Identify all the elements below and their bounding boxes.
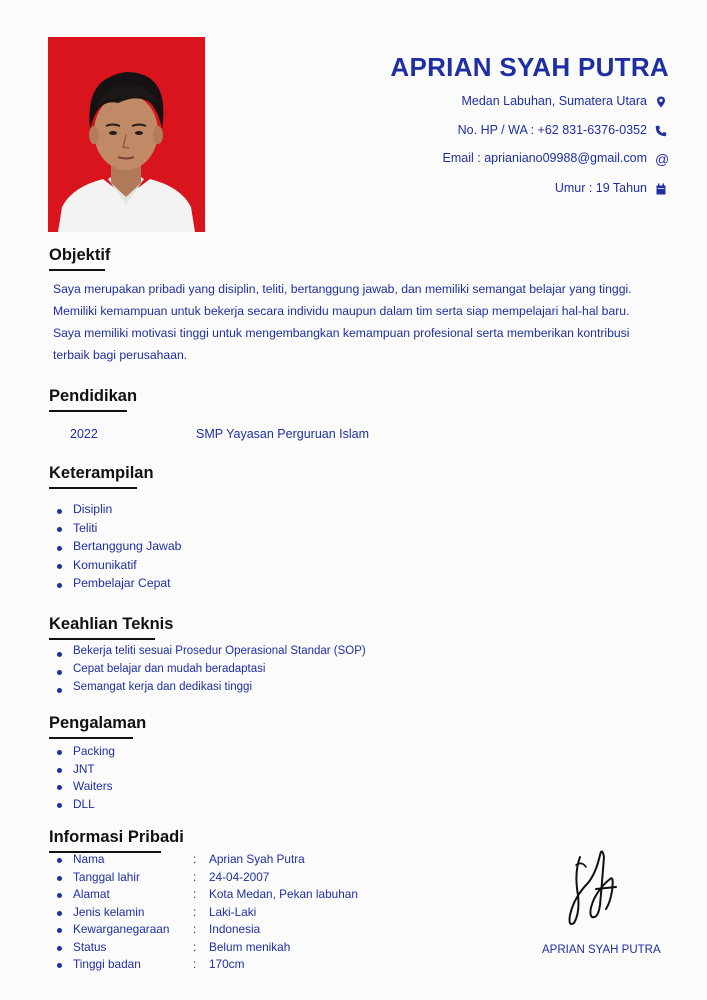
list-item-text: Komunikatif (73, 557, 137, 572)
list-item-text: Disiplin (73, 502, 113, 516)
bullet (57, 803, 62, 808)
pengalaman-title-text: Pengalaman (49, 714, 147, 732)
signature-name: APRIAN SYAH PUTRA (542, 944, 661, 956)
info-value: Laki-Laki (209, 904, 257, 919)
objektif-line: Saya merupakan pribadi yang disiplin, teliti, bertanggung jawab, dan memiliki semangat belajar yang tinggi. (53, 282, 632, 296)
bullet (57, 652, 62, 657)
bullet (57, 583, 62, 588)
list-item (53, 797, 115, 815)
list-item (53, 539, 181, 558)
informasi-title-text: Informasi Pribadi (49, 828, 184, 846)
phone-icon (655, 125, 667, 137)
section-title-informasi (49, 828, 184, 847)
keahlian-title-text: Keahlian Teknis (49, 615, 174, 633)
objektif-paragraph (53, 278, 643, 366)
list-item-text: Waiters (73, 779, 113, 793)
at-sign-icon: @ (655, 151, 670, 167)
info-value: Indonesia (209, 922, 261, 936)
list-item (53, 663, 366, 681)
contact-phone (458, 123, 667, 137)
bullet (57, 893, 62, 898)
email-text: Email : aprianiano09988@gmail.com (442, 151, 647, 166)
list-item (53, 762, 115, 780)
list-item-text: Cepat belajar dan mudah beradaptasi (73, 663, 266, 675)
bullet (57, 670, 62, 675)
info-value: Belum menikah (209, 939, 291, 954)
info-value: Aprian Syah Putra (209, 852, 305, 866)
bullet (57, 963, 62, 968)
profile-photo (48, 37, 205, 232)
contact-age (555, 181, 667, 195)
section-title-keterampilan (49, 464, 154, 483)
list-item-text: Pembelajar Cepat (73, 576, 171, 590)
bullet (57, 688, 62, 693)
experience-list (53, 744, 115, 814)
contact-address (461, 94, 667, 108)
info-label: Jenis kelamin (73, 904, 145, 919)
bullet (57, 785, 62, 790)
location-pin-icon (655, 96, 667, 108)
bullet (57, 858, 62, 863)
bullet (57, 928, 62, 933)
objektif-line: Saya memiliki motivasi tinggi untuk mengembangkan kemampuan profesional serta memberikan kontribusi (53, 326, 630, 340)
list-item (53, 779, 115, 797)
section-underline (49, 737, 133, 739)
list-item-text: DLL (73, 796, 95, 811)
info-colon: : (193, 869, 197, 884)
info-colon: : (193, 957, 197, 971)
handwritten-signature (560, 843, 630, 933)
info-label: Status (73, 939, 107, 954)
bullet (57, 564, 62, 569)
list-item-text: Bekerja teliti sesuai Prosedur Operasional Standar (SOP) (73, 645, 366, 657)
list-item-text: Bertanggung Jawab (73, 539, 182, 553)
objektif-line: terbaik bagi perusahaan. (53, 348, 188, 362)
bullet (57, 509, 62, 514)
bullet (57, 768, 62, 773)
list-item (53, 645, 366, 663)
list-item (53, 521, 181, 540)
bullet (57, 911, 62, 916)
list-item-text: Teliti (73, 520, 98, 535)
bullet (57, 946, 62, 951)
info-label: Tanggal lahir (73, 869, 140, 884)
skills-list (53, 502, 181, 595)
info-value: 24-04-2007 (209, 869, 270, 884)
section-title-pengalaman (49, 714, 146, 733)
section-underline (49, 269, 105, 271)
info-label: Nama (73, 852, 105, 866)
info-value: Kota Medan, Pekan labuhan (209, 887, 358, 901)
info-colon: : (193, 922, 197, 936)
section-underline (49, 851, 161, 853)
list-item-text: Semangat kerja dan dedikasi tinggi (73, 681, 253, 693)
keterampilan-title-text: Keterampilan (49, 464, 154, 482)
info-label: Tinggi badan (73, 957, 141, 971)
list-item (53, 681, 366, 699)
info-label: Kewarganegaraan (73, 922, 170, 936)
bullet (57, 546, 62, 551)
section-title-pendidikan (49, 387, 137, 406)
pendidikan-title-text: Pendidikan (49, 387, 138, 405)
info-colon: : (193, 887, 197, 901)
objektif-title-text: Objektif (49, 246, 111, 264)
technical-skills-list (53, 645, 366, 699)
list-item (53, 558, 181, 577)
section-underline (49, 410, 127, 412)
address-text: Medan Labuhan, Sumatera Utara (461, 94, 647, 108)
age-text: Umur : 19 Tahun (554, 181, 647, 195)
bullet (57, 876, 62, 881)
info-colon: : (193, 904, 197, 919)
info-label: Alamat (73, 887, 110, 901)
education-year: 2022 (70, 427, 98, 441)
section-underline (49, 487, 137, 489)
list-item (53, 576, 181, 595)
phone-text: No. HP / WA : +62 831-6376-0352 (457, 123, 647, 137)
info-value: 170cm (209, 957, 245, 971)
bullet (57, 750, 62, 755)
list-item-text: JNT (73, 761, 95, 776)
section-title-keahlian (49, 615, 173, 634)
calendar-icon (655, 183, 667, 195)
list-item (53, 744, 115, 762)
info-colon: : (193, 939, 197, 954)
section-underline (49, 638, 155, 640)
contact-email (442, 151, 670, 167)
objektif-line: Memiliki kemampuan untuk bekerja secara individu maupun dalam tim serta siap mempelajari hal-hal baru. (53, 304, 630, 318)
list-item-text: Packing (73, 744, 115, 758)
bullet (57, 527, 62, 532)
section-title-objektif (49, 246, 110, 265)
full-name: APRIAN SYAH PUTRA (390, 52, 669, 82)
education-school: SMP Yayasan Perguruan Islam (196, 427, 370, 441)
info-colon: : (193, 852, 197, 866)
list-item (53, 502, 181, 521)
